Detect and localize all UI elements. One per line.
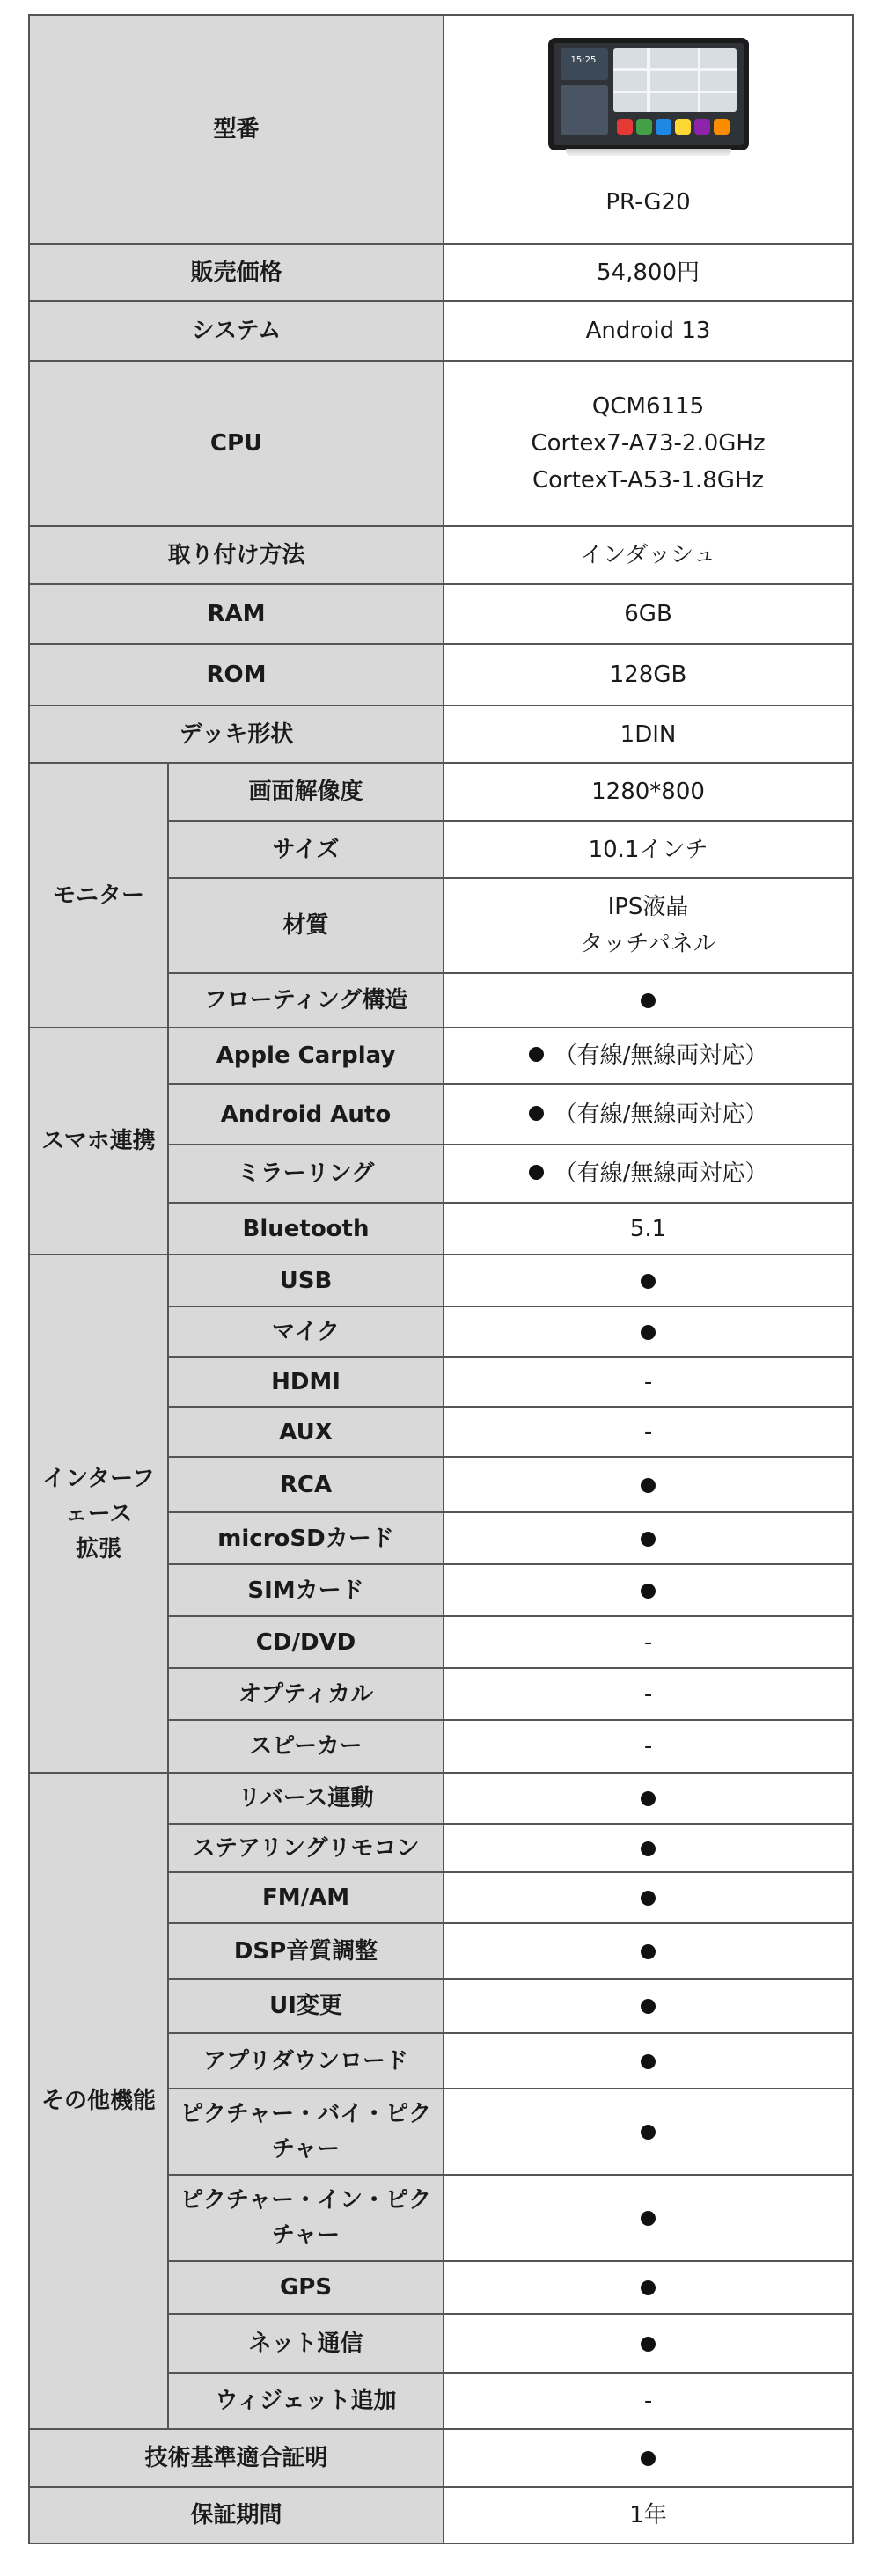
- row-label: フローティング構造: [168, 973, 444, 1028]
- row-value: [444, 1564, 853, 1616]
- row-value: [444, 1773, 853, 1824]
- row-label: RAM: [29, 584, 444, 644]
- row-label: [168, 2089, 444, 2175]
- available-dot: [641, 1999, 656, 2014]
- row-label: USB: [168, 1255, 444, 1306]
- row-value: [444, 1979, 853, 2033]
- row-label: microSDカード: [168, 1512, 444, 1564]
- table-row: [29, 763, 853, 821]
- media-widget: [561, 85, 608, 135]
- support-note: （有線/無線両対応）: [554, 1101, 768, 1128]
- row-value: 6GB: [444, 584, 853, 644]
- row-label: ROM: [29, 644, 444, 706]
- group-label: その他機能: [29, 1773, 168, 2429]
- row-value: 1年: [444, 2487, 853, 2543]
- available-dot: [641, 1325, 656, 1340]
- row-label: 取り付け方法: [29, 526, 444, 584]
- row-label: 材質: [168, 878, 444, 973]
- row-value: -: [444, 2373, 853, 2429]
- row-value: Android 13: [444, 301, 853, 361]
- label-line: チャー: [271, 2136, 341, 2163]
- row-value: [444, 2261, 853, 2314]
- available-dot: [641, 2211, 656, 2226]
- row-value: [444, 1824, 853, 1872]
- row-label: ミラーリング: [168, 1145, 444, 1203]
- value-line: タッチパネル: [580, 931, 716, 957]
- row-label: 保証期間: [29, 2487, 444, 2543]
- device-screen: [554, 43, 744, 145]
- app-icon: [714, 119, 730, 135]
- available-dot: [529, 1106, 544, 1121]
- row-value: -: [444, 1616, 853, 1668]
- map-widget: [613, 48, 737, 112]
- product-image: [548, 38, 749, 157]
- row-value: 54,800円: [444, 244, 853, 301]
- available-dot: [641, 1478, 656, 1493]
- row-label: FM/AM: [168, 1872, 444, 1923]
- row-value: [444, 1457, 853, 1512]
- group-label-line: インターフ: [42, 1465, 155, 1492]
- support-note: （有線/無線両対応）: [554, 1160, 768, 1187]
- row-value: [444, 2314, 853, 2373]
- available-dot: [641, 1944, 656, 1959]
- row-label: HDMI: [168, 1357, 444, 1407]
- clock-widget: [561, 48, 608, 80]
- map-road: [613, 68, 737, 71]
- row-value: [444, 1028, 853, 1084]
- row-label: Android Auto: [168, 1084, 444, 1145]
- app-icon: [617, 119, 633, 135]
- row-label: AUX: [168, 1407, 444, 1457]
- spec-table: [28, 14, 854, 2544]
- row-value: [444, 2089, 853, 2175]
- row-label: RCA: [168, 1457, 444, 1512]
- row-label: CPU: [29, 361, 444, 526]
- available-dot: [641, 1791, 656, 1806]
- value-line: IPS液晶: [607, 894, 689, 920]
- row-label: UI変更: [168, 1979, 444, 2033]
- map-road: [698, 48, 700, 112]
- row-label: マイク: [168, 1306, 444, 1357]
- table-row: [29, 526, 853, 584]
- model-number: PR-G20: [605, 189, 691, 216]
- group-label-line: 拡張: [75, 1535, 121, 1562]
- map-road: [613, 91, 737, 93]
- row-label: システム: [29, 301, 444, 361]
- available-dot: [641, 1584, 656, 1599]
- table-row: [29, 1773, 853, 1824]
- group-label: [29, 1255, 168, 1773]
- row-value: [444, 1084, 853, 1145]
- table-row: [29, 244, 853, 301]
- row-label: GPS: [168, 2261, 444, 2314]
- map-road: [647, 48, 650, 112]
- app-icon: [675, 119, 691, 135]
- row-label: ステアリングリモコン: [168, 1824, 444, 1872]
- cpu-line: QCM6115: [591, 393, 705, 420]
- available-dot: [641, 2280, 656, 2295]
- label-line: ピクチャー・イン・ピク: [180, 2187, 432, 2214]
- row-value: 10.1インチ: [444, 821, 853, 878]
- row-label: 技術基準適合証明: [29, 2429, 444, 2487]
- row-value: [444, 1923, 853, 1979]
- row-label: Apple Carplay: [168, 1028, 444, 1084]
- available-dot: [641, 2337, 656, 2352]
- row-label: ネット通信: [168, 2314, 444, 2373]
- row-value: [444, 1872, 853, 1923]
- available-dot: [641, 1891, 656, 1906]
- app-icon: [656, 119, 671, 135]
- row-value: [444, 1255, 853, 1306]
- row-label: SIMカード: [168, 1564, 444, 1616]
- available-dot: [641, 1532, 656, 1547]
- row-value: [444, 2175, 853, 2261]
- row-value: [444, 878, 853, 973]
- row-label: 画面解像度: [168, 763, 444, 821]
- table-row: [29, 301, 853, 361]
- row-value: 5.1: [444, 1203, 853, 1255]
- table-row: [29, 2429, 853, 2487]
- row-value: [444, 2033, 853, 2089]
- available-dot: [641, 2054, 656, 2069]
- row-label: ウィジェット追加: [168, 2373, 444, 2429]
- row-value: [444, 1512, 853, 1564]
- available-dot: [529, 1165, 544, 1180]
- row-label: スピーカー: [168, 1720, 444, 1773]
- row-value: -: [444, 1357, 853, 1407]
- table-row: [29, 361, 853, 526]
- row-label: デッキ形状: [29, 706, 444, 763]
- support-note: （有線/無線両対応）: [554, 1043, 768, 1069]
- group-label-line: ェース: [64, 1500, 133, 1527]
- cpu-line: CortexT-A53-1.8GHz: [532, 467, 765, 494]
- row-value: 128GB: [444, 644, 853, 706]
- available-dot: [641, 2125, 656, 2140]
- label-line: チャー: [271, 2222, 341, 2249]
- device-base: [566, 149, 731, 156]
- row-value: 1280*800: [444, 763, 853, 821]
- row-label: 型番: [29, 15, 444, 244]
- row-value: インダッシュ: [444, 526, 853, 584]
- row-label: サイズ: [168, 821, 444, 878]
- row-value: [444, 1145, 853, 1203]
- row-label: DSP音質調整: [168, 1923, 444, 1979]
- row-value: 1DIN: [444, 706, 853, 763]
- row-label: アプリダウンロード: [168, 2033, 444, 2089]
- device-frame: [548, 38, 749, 150]
- row-label: リバース運動: [168, 1773, 444, 1824]
- table-row: [29, 706, 853, 763]
- app-icon: [636, 119, 652, 135]
- cpu-line: Cortex7-A73-2.0GHz: [531, 430, 766, 457]
- row-value: -: [444, 1720, 853, 1773]
- row-value: [444, 973, 853, 1028]
- row-value: [444, 361, 853, 526]
- row-value: [444, 1306, 853, 1357]
- available-dot: [641, 1841, 656, 1856]
- group-label: スマホ連携: [29, 1028, 168, 1255]
- row-value: [444, 2429, 853, 2487]
- row-label: CD/DVD: [168, 1616, 444, 1668]
- app-dock: [613, 117, 737, 138]
- clock-text: 15:25: [570, 55, 597, 65]
- table-row: [29, 1028, 853, 1084]
- row-label: [168, 2175, 444, 2261]
- model-cell: [444, 15, 853, 244]
- table-row: [29, 1255, 853, 1306]
- available-dot: [641, 993, 656, 1008]
- available-dot: [641, 1274, 656, 1289]
- group-label: モニター: [29, 763, 168, 1028]
- app-icon: [694, 119, 710, 135]
- row-value: -: [444, 1407, 853, 1457]
- table-row: [29, 644, 853, 706]
- row-label: Bluetooth: [168, 1203, 444, 1255]
- row-value: -: [444, 1668, 853, 1720]
- table-row: [29, 15, 853, 244]
- label-line: ピクチャー・バイ・ピク: [180, 2101, 432, 2127]
- table-row: [29, 2487, 853, 2543]
- row-label: オプティカル: [168, 1668, 444, 1720]
- table-row: [29, 584, 853, 644]
- available-dot: [641, 2451, 656, 2466]
- available-dot: [529, 1047, 544, 1062]
- row-label: 販売価格: [29, 244, 444, 301]
